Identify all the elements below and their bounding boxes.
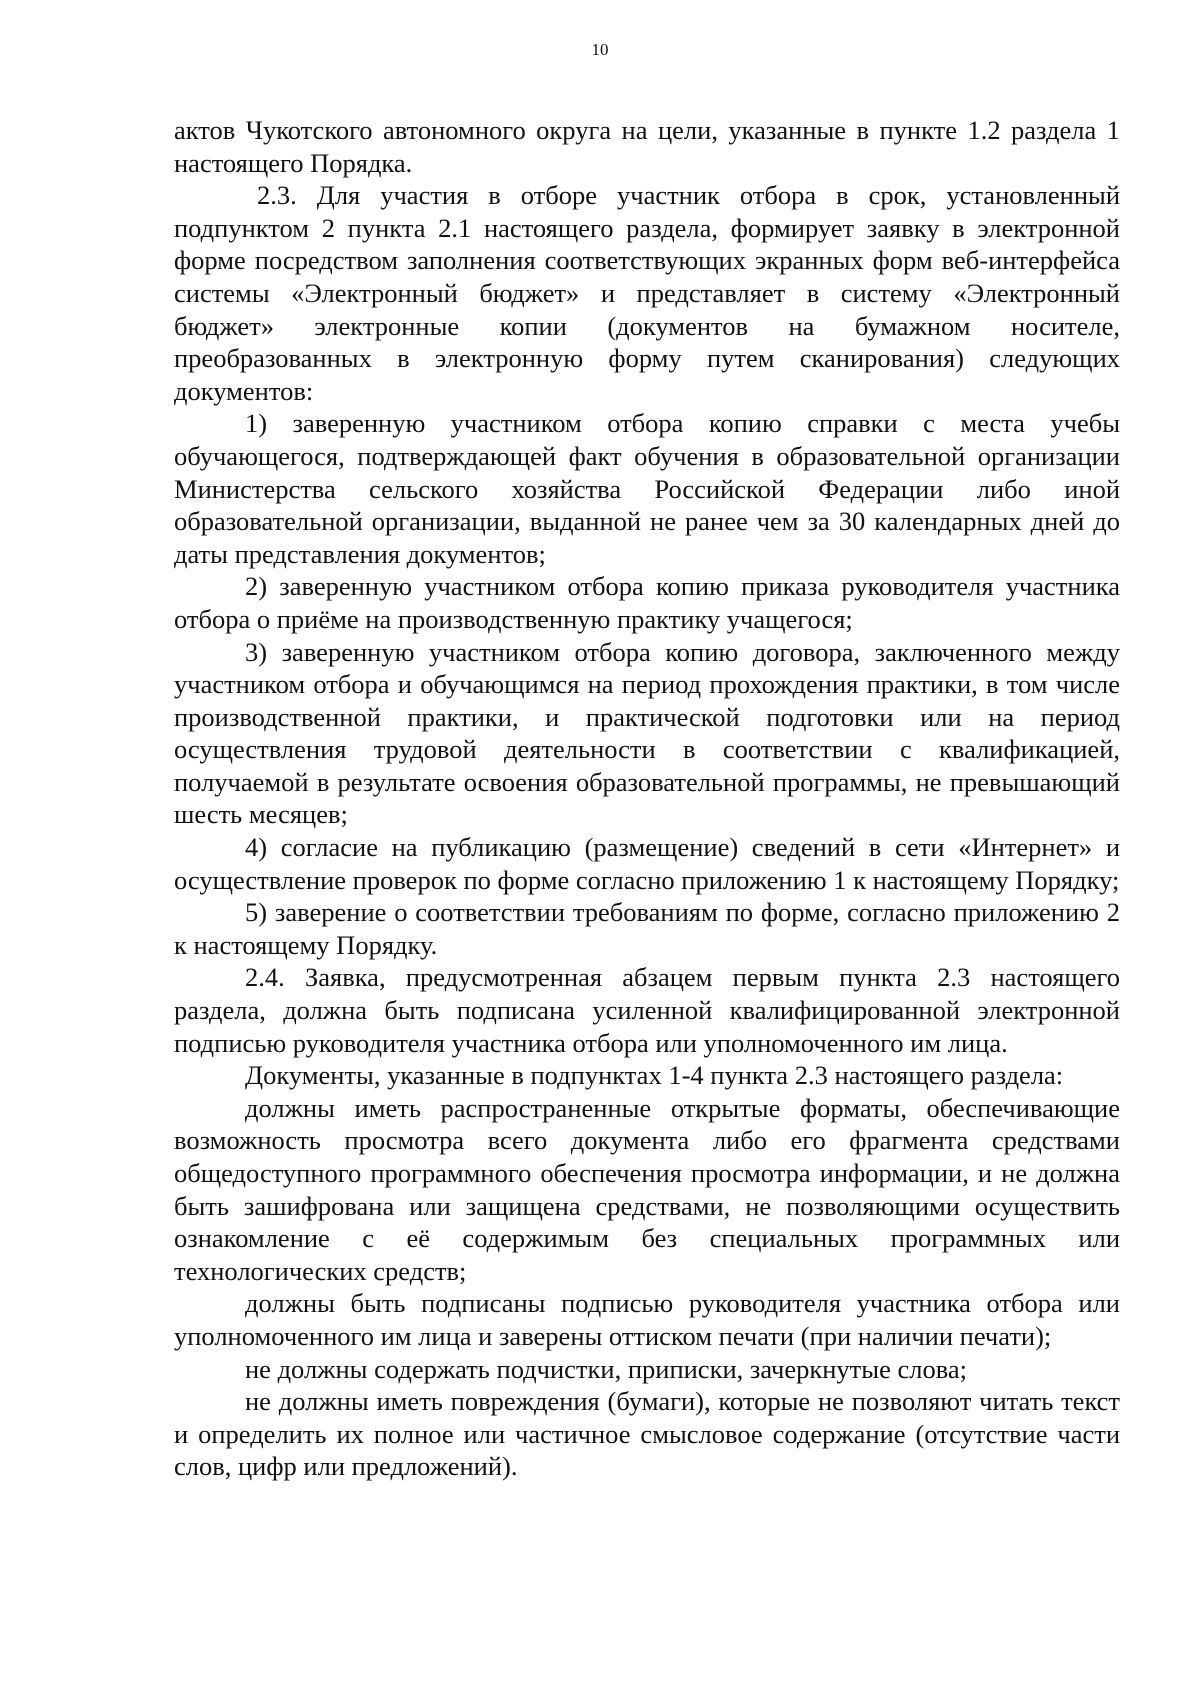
paragraph: 2) заверенную участником отбора копию приказа руководителя участника отбора о приёме на производственную практику учащегося;	[174, 571, 1120, 634]
paragraph: не должны иметь повреждения (бумаги), которые не позволяют читать текст и определить их полное или частичное смысловое содержание (отсутствие части слов, цифр или предложений).	[174, 1386, 1120, 1482]
paragraph: 1) заверенную участником отбора копию справки с места учебы обучающегося, подтверждающей факт обучения в образовательной организации Министерства сельского хозяйства Российской Федерации либо иной образовательной организации, выданной не ранее чем за 30 календарных дней до даты представления документов;	[174, 408, 1120, 569]
paragraph: должны иметь распространенные открытые форматы, обеспечивающие возможность просмотра всего документа либо его фрагмента средствами общедоступного программного обеспечения просмотра информации, и не должна быть зашифрована или защищена средствами, не позволяющими осуществить ознакомление с её содержимым без специальных программных или технологических средств;	[174, 1092, 1120, 1286]
page-number: 10	[591, 40, 609, 59]
paragraph: 4) согласие на публикацию (размещение) сведений в сети «Интернет» и осуществление проверок по форме согласно приложению 1 к настоящему Порядку;	[174, 832, 1120, 895]
paragraph: 2.4. Заявка, предусмотренная абзацем первым пункта 2.3 настоящего раздела, должна быть подписана усиленной квалифицированной электронной подписью руководителя участника отбора или уполномоченного им лица.	[174, 962, 1120, 1058]
paragraph: не должны содержать подчистки, приписки, зачеркнутые слова;	[245, 1353, 967, 1384]
paragraph: должны быть подписаны подписью руководителя участника отбора или уполномоченного им лица и заверены оттиском печати (при наличии печати);	[174, 1288, 1120, 1351]
paragraph: 2.3. Для участия в отборе участник отбора в срок, установленный подпунктом 2 пункта 2.1 настоящего раздела, формирует заявку в электронной форме посредством заполнения соответствующих экранных форм веб-интерфейса системы «Электронный бюджет» и представляет в систему «Электронный бюджет» электронные копии (документов на бумажном носителе, преобразованных в электронную форму путем сканирования) следующих документов:	[174, 180, 1120, 406]
paragraph: актов Чукотского автономного округа на цели, указанные в пункте 1.2 раздела 1 настоящего Порядка.	[174, 115, 1120, 178]
document-body	[174, 114, 1120, 1483]
paragraph: 5) заверение о соответствии требованиям по форме, согласно приложению 2 к настоящему Порядку.	[174, 897, 1120, 960]
paragraph: Документы, указанные в подпунктах 1-4 пункта 2.3 настоящего раздела:	[245, 1060, 1064, 1091]
paragraph: 3) заверенную участником отбора копию договора, заключенного между участником отбора и обучающимся на период прохождения практики, в том числе производственной практики, и практической подготовки или на период осуществления трудовой деятельности в соответствии с квалификацией, получаемой в результате освоения образовательной программы, не превышающий шесть месяцев;	[174, 636, 1120, 830]
